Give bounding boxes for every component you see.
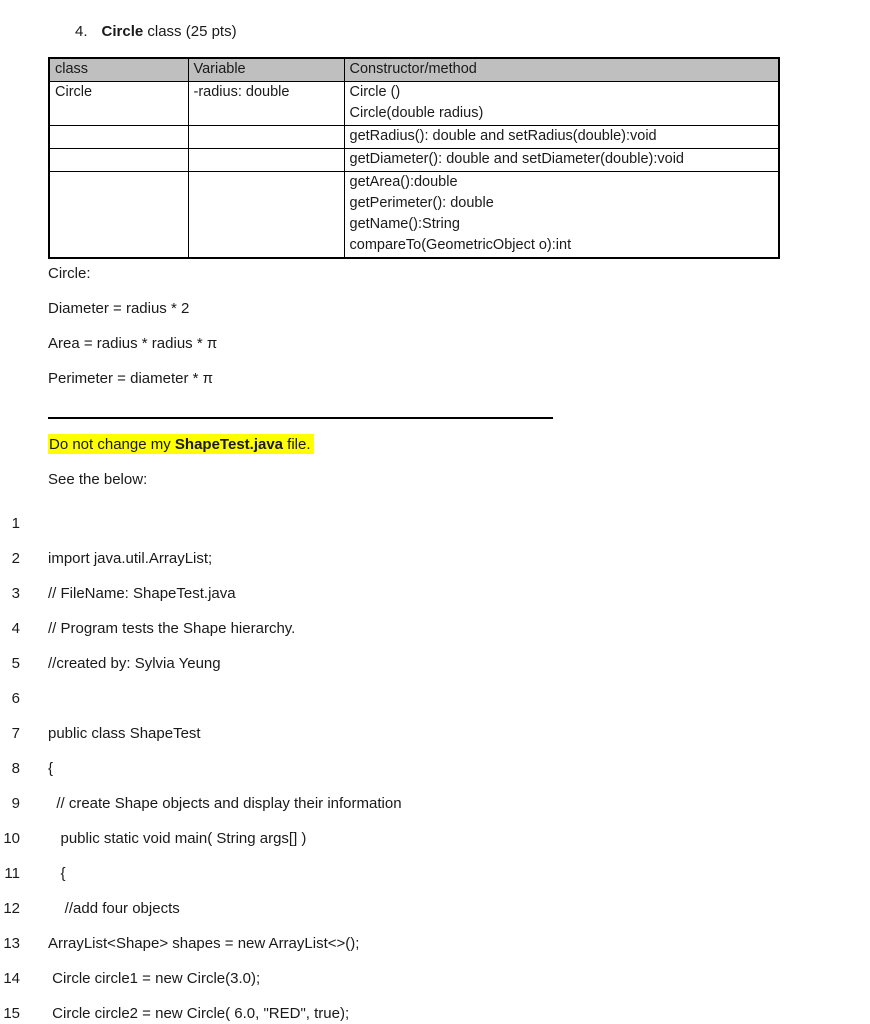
cell-class: [49, 126, 188, 149]
method-line: Circle(double radius): [349, 105, 484, 121]
code-line: [0, 821, 870, 856]
line-number: 7: [11, 725, 20, 742]
code-line: [0, 856, 870, 891]
table-row: [49, 126, 779, 149]
header-variable: Variable: [188, 58, 344, 82]
code-text: // FileName: ShapeTest.java: [48, 585, 236, 602]
line-number: 12: [3, 900, 20, 917]
code-line: [0, 716, 870, 751]
code-line: [0, 926, 870, 961]
formula-diameter: Diameter = radius * 2: [48, 300, 190, 317]
warning-note: [48, 435, 870, 454]
code-listing: [0, 506, 870, 1024]
code-text: Circle circle1 = new Circle(3.0);: [48, 970, 261, 987]
code-line: [0, 891, 870, 926]
line-number: 1: [11, 515, 20, 532]
method-line: getName():String: [349, 216, 460, 232]
method-line: compareTo(GeometricObject o):int: [349, 237, 572, 253]
line-number: 2: [11, 550, 20, 567]
note-filename: ShapeTest.java: [174, 436, 284, 453]
method-line: getPerimeter(): double: [349, 195, 494, 211]
code-text: {: [48, 760, 54, 777]
cell-class: Circle: [49, 82, 188, 126]
table-row: [49, 172, 779, 259]
line-number: 9: [11, 795, 20, 812]
cell-variable: [188, 172, 344, 259]
code-text: import java.util.ArrayList;: [48, 550, 213, 567]
line-number: 10: [3, 830, 20, 847]
table-row: [49, 149, 779, 172]
code-line: [0, 751, 870, 786]
code-line: [0, 996, 870, 1024]
cell-class: [49, 172, 188, 259]
code-text: ArrayList<Shape> shapes = new ArrayList<>();: [48, 935, 360, 952]
cell-class: [49, 149, 188, 172]
divider-line: [48, 417, 553, 419]
section-title: [75, 22, 870, 41]
table-row: [49, 82, 779, 126]
note-suffix: file.: [283, 436, 311, 453]
code-line: [0, 961, 870, 996]
title-class-word: Circle: [101, 23, 144, 40]
cell-variable: [188, 126, 344, 149]
code-text: // create Shape objects and display their information: [48, 795, 402, 812]
line-number: 4: [11, 620, 20, 637]
see-below-text: See the below:: [48, 471, 148, 488]
cell-methods: [344, 82, 779, 126]
code-text: Circle circle2 = new Circle( 6.0, "RED", true);: [48, 1005, 350, 1022]
line-number: 13: [3, 935, 20, 952]
code-line: [0, 786, 870, 821]
cell-variable: -radius: double: [188, 82, 344, 126]
line-number: 8: [11, 760, 20, 777]
code-text: //created by: Sylvia Yeung: [48, 655, 221, 672]
code-line: [0, 506, 870, 541]
table-header-row: [49, 58, 779, 82]
line-number: 3: [11, 585, 20, 602]
header-constructor-method: Constructor/method: [344, 58, 779, 82]
code-text: public static void main( String args[] ): [48, 830, 307, 847]
code-line: [0, 541, 870, 576]
line-number: 15: [3, 1005, 20, 1022]
code-text: public class ShapeTest: [48, 725, 201, 742]
title-number: 4.: [75, 23, 88, 40]
line-number: 6: [11, 690, 20, 707]
code-text: // Program tests the Shape hierarchy.: [48, 620, 296, 637]
code-line: [0, 611, 870, 646]
code-text: [20, 681, 48, 716]
formula-perimeter: Perimeter = diameter * π: [48, 370, 213, 387]
code-text: //add four objects: [48, 900, 180, 917]
code-text: {: [48, 865, 66, 882]
cell-methods: getDiameter(): double and setDiameter(double):void: [344, 149, 779, 172]
code-line: [0, 576, 870, 611]
method-line: getArea():double: [349, 174, 458, 190]
code-line: [0, 681, 870, 716]
code-line: [0, 646, 870, 681]
cell-methods: [344, 172, 779, 259]
title-rest: class (25 pts): [143, 23, 237, 40]
highlighted-text: [48, 434, 314, 454]
line-number: 14: [3, 970, 20, 987]
line-number: 5: [11, 655, 20, 672]
class-spec-table: [48, 57, 780, 259]
formula-label: Circle:: [48, 265, 91, 282]
cell-methods: getRadius(): double and setRadius(double):void: [344, 126, 779, 149]
cell-variable: [188, 149, 344, 172]
note-prefix: Do not change my: [49, 436, 175, 453]
code-text: [20, 506, 48, 541]
method-line: Circle (): [349, 84, 401, 100]
formula-area: Area = radius * radius * π: [48, 335, 218, 352]
header-class: class: [49, 58, 188, 82]
line-number: 11: [4, 865, 20, 882]
